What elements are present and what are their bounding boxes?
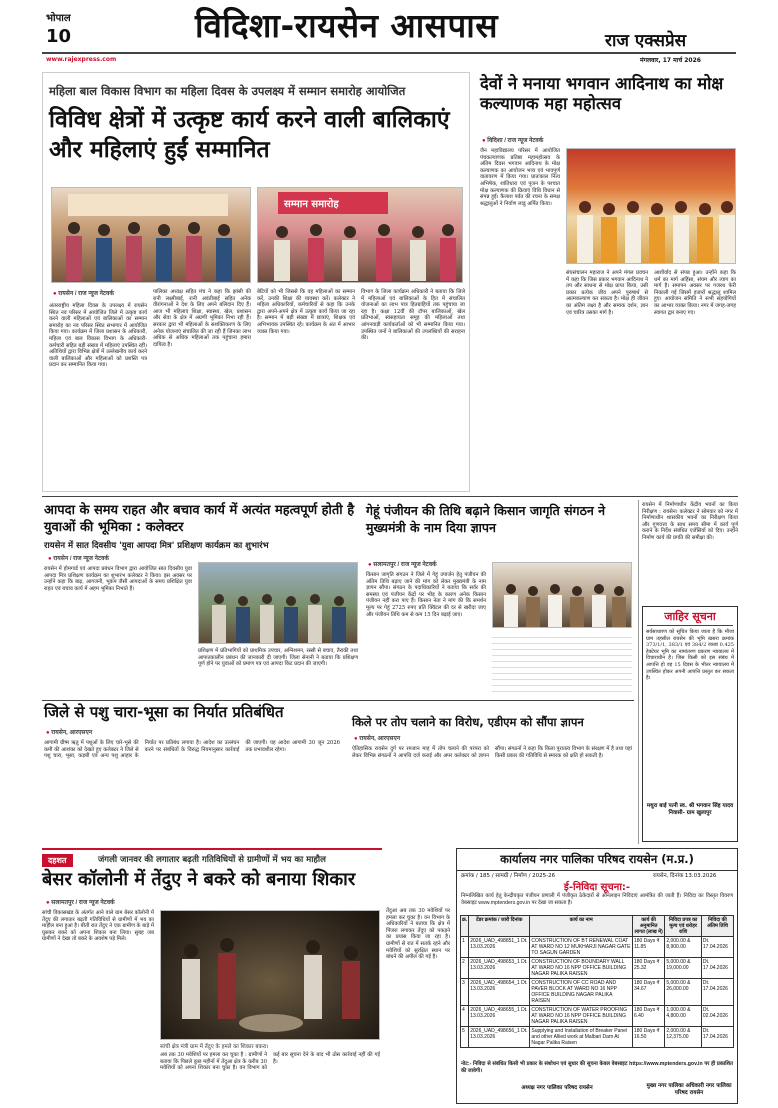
story1-photo-left xyxy=(51,187,251,283)
story7-headline: बेसर कॉलोनी में तेंदुए ने बकरे को बनाया शिकार xyxy=(42,869,356,890)
story1-byline: ● रायसेन / राज न्यूज नेटवर्क xyxy=(53,289,114,297)
tender-col-3: कार्य की अनुमानित लागत (लाख में) xyxy=(632,916,664,937)
table-row xyxy=(461,958,734,979)
tender-subtitle: ई-निविदा सूचना:- xyxy=(563,882,631,893)
notice-body: सर्वसाधारण को सूचित किया जाता है कि मौजा ग्राम तहसील रायसेन की भूमि खसरा क्रमांक 373/1/1, 383/1 एवं 384/2 रकबा 0.425 हेक्टेयर भूमि का नामांतरण प्रकरण न्यायालय में विचाराधीन है। जिस किसी को इस संबंध में आपत्ति हो वह 15 दिवस के भीतर न्यायालय में उपस्थित होकर अपनी आपत्ति प्रस्तुत कर सकता है। xyxy=(646,629,736,682)
tender-cell: 180 Days ₹ 11.85 xyxy=(632,937,664,958)
story4-farmers xyxy=(493,563,633,629)
story3-subhead: रायसेन में सात दिवसीय 'युवा आपदा मित्र' प्रशिक्षण कार्यक्रम का शुभारंभ xyxy=(44,541,269,551)
story1-people-right xyxy=(258,188,464,284)
story7-body-col2: अब तक 30 मवेशियों पर हमला कर चुका है : ग्रामीणों ने बताया कि पिछले कुछ महीनों में तेंदुआ क्षेत्र के करीब 30 मवेशियों को अपना शिकार बना चुका है। वन विभाग को कई बार सूचना देने के बाद भी ठोस कार्रवाई नहीं की गई है। xyxy=(160,1052,382,1072)
story7-kicker-tag: दहशत xyxy=(42,854,73,867)
notice-title-rule xyxy=(647,625,733,626)
tender-sign-right: मुख्य नगर पालिका अधिकारी नगर पालिका परिषद रायसेन xyxy=(646,1083,732,1096)
table-row xyxy=(461,1006,734,1027)
story-fort-cannon xyxy=(350,704,634,844)
story-disaster-youth xyxy=(42,500,360,696)
story2-body-col2: संघसंचालन महाराज ने अपने मंगल प्रवचन में कहा कि जिस प्रकार भगवान आदिनाथ ने तप और साधना से मोक्ष प्राप्त किया, उसी प्रकार प्रत्येक जीव अपने पुरुषार्थ से आत्मकल्याण कर सकता है। मोक्ष ही जीवन का अंतिम लक्ष्य है और सम्यक दर्शन, ज्ञान एवं चारित्र उसका मार्ग है। xyxy=(566,270,650,316)
tender-cell: 5,000.00 & 26,000.00 xyxy=(665,979,702,1006)
table-row xyxy=(461,1027,734,1048)
story6-body: ऐतिहासिक रायसेन दुर्ग पर रमजान माह में तोप चलाने की परंपरा को लेकर विभिन्न संगठनों ने आपत्ति दर्ज कराई और अपर कलेक्टर को ज्ञापन सौंपा। संगठनों ने कहा कि किला पुरातत्व विभाग के संरक्षण में है तथा यहां किसी प्रकार की गतिविधि से स्मारक को क्षति हो सकती है। xyxy=(352,746,634,759)
tender-intro: निम्नलिखित कार्य हेतु केन्द्रीयकृत पंजीयन प्रणाली में पंजीकृत ठेकेदारों से ऑनलाइन निविदाएं आमंत्रित की जाती हैं। निविदा का विस्तृत विवरण वेबसाइट www.mptenders.gov.in पर देखा जा सकता है। xyxy=(461,893,735,906)
story4-body: किसान जागृति संगठन ने जिले में गेहूं उपार्जन हेतु पंजीयन की अंतिम तिथि बढ़ाए जाने की मांग को लेकर मुख्यमंत्री के नाम ज्ञापन सौंपा। संगठन के पदाधिकारियों ने बताया कि सर्वर की समस्या एवं पंजीयन केंद्रों पर भीड़ के कारण अनेक किसान पंजीयन नहीं करा पाए हैं। किसान नेता ने मांग की कि समर्थन मूल्य पर गेहूं 2725 रुपए प्रति क्विंटल की दर से खरीदा जाए और पंजीयन तिथि कम से कम 15 दिन बढ़ाई जाए। xyxy=(366,572,488,618)
tender-cell: Dt. 17.04.2026 xyxy=(701,937,733,958)
tender-col-1: टेंडर क्रमांक / जारी दिनांक xyxy=(469,916,530,937)
story1-body-col3: बेटियों को भी जिससे कि वह महिलाओं का सम्मान करें, उनकी शिक्षा की व्यवस्था करें। कलेक्टर ने महिला अधिकारियों, कर्मचारियों से कहा कि उनके द्वारा अपने-अपने क्षेत्र में उत्कृष्ट कार्य किया जा रहा है। सम्मान में बड़ी संख्या में छात्राएं, शिक्षक एवं अभिभावक उपस्थित रहे। कार्यक्रम के अंत में आभार व्यक्त किया गया। xyxy=(257,289,357,335)
tender-footer: नोट:- निविदा से संबंधित किसी भी प्रकार के संशोधन एवं सुधार की सूचना केवल वेबसाइट https://www.mptenders.gov.in पर ही प्रकाशित की जावेगी। xyxy=(461,1061,735,1074)
tender-cell: 2026_UAD_498654_1 Dt. 13.03.2026 xyxy=(469,979,530,1006)
tender-cell: 1 xyxy=(461,937,469,958)
story7-kicker: जंगली जानवर की लगातार बढ़ती गतिविधियों से ग्रामीणों में भय का माहौल xyxy=(98,855,326,865)
story2-body-col1: जैन महाविद्यालय परिसर में आयोजित पंचकल्याणक प्रतिष्ठा महामहोत्सव के अंतिम दिवस भगवान आदिनाथ के मोक्ष कल्याणक का आयोजन भव्य एवं भावपूर्ण वातावरण में किया गया। प्रातःकाल नित्य अभिषेक, शांतिधारा एवं पूजन के पश्चात मोक्ष कल्याणक की क्रियाएं विधि विधान से संपन्न हुईं। कैलाश पर्वत की रचना के समक्ष श्रद्धालुओं ने निर्वाण लाडू अर्पित किया। xyxy=(480,148,562,207)
story3-body-col2: प्रशिक्षण में प्रतिभागियों को प्राथमिक उपचार, अग्निशमन, रस्सी से बचाव, तैराकी तथा आपातकालीन प्रबंधन की जानकारी दी जाएगी। जिला सेनानी ने बताया कि प्रशिक्षण पूर्ण होने पर युवाओं को प्रमाण पत्र एवं आपदा किट प्रदान की जाएगी। xyxy=(198,648,360,668)
tender-cell: 2026_UAD_498656_1 Dt. 13.03.2026 xyxy=(469,1027,530,1048)
tender-table xyxy=(460,915,734,1048)
tender-table-wrap xyxy=(460,915,734,1059)
story3-body-col1: रायसेन में होमगार्ड एवं आपदा प्रबंधन विभाग द्वारा आयोजित सात दिवसीय युवा आपदा मित्र प्रशिक्षण कार्यक्रम का शुभारंभ कलेक्टर ने किया। इस अवसर पर उन्होंने कहा कि बाढ़, आगजनी, भूकंप जैसी आपदाओं के समय प्रशिक्षित युवा राहत एवं बचाव कार्य में अहम भूमिका निभाते हैं। xyxy=(44,566,194,592)
story4-photo xyxy=(492,562,632,628)
tender-cell: 1,000.00 & 4,800.00 xyxy=(665,1006,702,1027)
tender-cell: 180 Days ₹ 34.67 xyxy=(632,979,664,1006)
divider-1 xyxy=(42,496,738,497)
tender-cell: CONSTRUCTION OF WATER PROOFING AT WARD NO 16 NPP OFFICE BUILDING NAGAR PALIKA RAISEN xyxy=(530,1006,633,1027)
story7-villagers xyxy=(161,911,381,1041)
notice-signature: मथुरा बाई पत्नी स्व. श्री भगवान सिंह यादव निवासी- ग्राम खुलापुर xyxy=(646,803,734,816)
tender-cell: Dt. 17.04.2026 xyxy=(701,979,733,1006)
public-notice xyxy=(642,606,738,842)
tender-ref: क्रमांक / 185 / सामग्री / निर्माण / 2025-26 xyxy=(461,873,556,879)
story-adinath xyxy=(476,72,738,492)
photo-banner-text: सम्मान समारोह xyxy=(284,199,339,210)
story3-trainees xyxy=(199,563,359,645)
story-leopard xyxy=(42,848,382,1104)
tender-cell: Dt. 02.04.2026 xyxy=(701,1006,733,1027)
story7-byline: ● सलामतपुर / राज न्यूज नेटवर्क xyxy=(46,898,115,906)
story7-body-col3: तेंदुआ अब तक 30 मवेशियों पर हमला कर चुका है। वन विभाग के अधिकारियों ने बताया कि क्षेत्र में पिंजरा लगाकर तेंदुए को पकड़ने का प्रयास किया जा रहा है। ग्रामीणों से रात में सतर्क रहने और मवेशियों को सुरक्षित स्थान पर बांधने की अपील की गई है। xyxy=(386,908,452,961)
sidebar-rule xyxy=(638,500,639,844)
story3-photo xyxy=(198,562,358,644)
city-label: भोपाल xyxy=(46,13,71,24)
tender-cell: 2 xyxy=(461,958,469,979)
tender-header-row xyxy=(461,916,734,937)
tender-cell: 5,000.00 & 19,000.00 xyxy=(665,958,702,979)
story1-body-col2: पालिका अध्यक्ष सहित मंच ने कहा कि झांसी की रानी लक्ष्मीबाई, रानी अवंतीबाई सहित अनेक वीरांगनाओं ने देश के लिए अपने बलिदान दिए हैं। आज भी महिलाएं शिक्षा, स्वास्थ्य, खेल, प्रशासन और सेवा के क्षेत्र में अग्रणी भूमिका निभा रही हैं। सरकार द्वारा भी महिलाओं के सशक्तिकरण के लिए अनेक योजनाएं संचालित की जा रही हैं जिनका लाभ अधिक से अधिक महिलाओं तक पहुंचाना हमारा दायित्व है। xyxy=(153,289,253,348)
divider-2 xyxy=(42,700,634,701)
story1-photo-right xyxy=(257,187,463,283)
tender-header: कार्यालय नगर पालिका परिषद रायसेन (म.प्र.) xyxy=(457,849,737,871)
story3-headline: आपदा के समय राहत और बचाव कार्य में अत्यंत महत्वपूर्ण होती है युवाओं की भूमिका : कलेक्टर xyxy=(44,503,355,535)
tender-date: रायसेन, दिनांक 13.03.2026 xyxy=(653,873,717,879)
story2-photo xyxy=(566,148,736,264)
tender-col-5: निविदा की अंतिम तिथि xyxy=(701,916,733,937)
story-fodder-ban xyxy=(42,704,342,844)
tender-cell: 180 Days ₹ 16.50 xyxy=(632,1027,664,1048)
tender-cell: 4 xyxy=(461,1006,469,1027)
story2-byline: ● विदिशा / राज न्यूज नेटवर्क xyxy=(482,136,543,144)
tender-cell: 2026_UAD_498655_1 Dt. 13.03.2026 xyxy=(469,1006,530,1027)
table-row xyxy=(461,979,734,1006)
tender-cell: 2,000.00 & 12,375.00 xyxy=(665,1027,702,1048)
story5-byline: ● रायसेन, आरएसएन xyxy=(46,728,92,736)
tender-cell: 5 xyxy=(461,1027,469,1048)
story5-headline: जिले से पशु चारा-भूसा का निर्यात प्रतिबंधित xyxy=(44,703,284,721)
story-wheat-registration xyxy=(364,500,634,696)
tender-cell: 180 Days ₹ 25.32 xyxy=(632,958,664,979)
page-number: 10 xyxy=(46,26,72,47)
story1-people-left xyxy=(52,188,252,284)
tender-cell: Supplying and Installation of Breaker Panel and other Allied work at Malbari Dam At Nagar Palika Raisen xyxy=(530,1027,633,1048)
story2-body-col3: आशीर्वाद से संपन्न हुआ। उन्होंने कहा कि धर्म का मार्ग अहिंसा, संयम और त्याग का मार्ग है। समापन अवसर पर गजरथ फेरी निकाली गई जिसमें हजारों श्रद्धालु शामिल हुए। आयोजन समिति ने सभी सहयोगियों का आभार व्यक्त किया। नगर में जगह-जगह स्वागत द्वार बनाए गए। xyxy=(654,270,738,316)
story7-photo-caption: सांची क्षेत्र मंत्री ग्राम में तेंदुए के हमले का शिकार बकरा। xyxy=(160,1044,269,1050)
tender-cell: 2026_UAD_498653_1 Dt. 13.03.2026 xyxy=(469,958,530,979)
story6-headline: किले पर तोप चलाने का विरोध, एडीएम को सौंपा ज्ञापन xyxy=(352,715,584,729)
tender-rows xyxy=(461,937,734,1048)
tender-cell: CONSTRUCTION OF CC ROAD AND PAVER BLOCK AT WARD NO 16 NPP OFFICE BUILDING NAGAR PALIKA RAISEN xyxy=(530,979,633,1006)
story4-byline: ● सलामतपुर / राज न्यूज नेटवर्क xyxy=(368,560,437,568)
story-women-honour xyxy=(42,72,470,492)
tender-cell: 2,000.00 & 8,900.00 xyxy=(665,937,702,958)
section-title: विदिशा-रायसेन आसपास xyxy=(195,6,499,45)
tender-notice xyxy=(456,848,738,1104)
story2-headline: देवों ने मनाया भगवान आदिनाथ का मोक्ष कल्याणक महा महोत्सव xyxy=(480,74,724,113)
story1-body-col4: विभाग के जिला कार्यक्रम अधिकारी ने बताया कि जिले में महिलाओं एवं बालिकाओं के हित में संचालित योजनाओं का लाभ पात्र हितग्राहियों तक पहुंचाया जा रहा है। कक्षा 12वीं की टॉपर बालिकाओं, खेल प्रतिभाओं, स्वसहायता समूह की महिलाओं तथा आंगनवाड़ी कार्यकर्ताओं को भी सम्मानित किया गया। उपस्थित जनों ने बालिकाओं की उपलब्धियों की सराहना की। xyxy=(361,289,467,342)
story4-body-cont xyxy=(492,632,632,694)
paper-name: राज एक्सप्रेस xyxy=(605,31,687,51)
tender-cell: 3 xyxy=(461,979,469,1006)
sidebar-story-body: रायसेन में निर्माणाधीन केंद्रीय भवनों का किया निरीक्षण : रायसेन। कलेक्टर ने सोमवार को नगर में निर्माणाधीन शासकीय भवनों का निरीक्षण किया और गुणवत्ता के साथ समय सीमा में कार्य पूर्ण कराने के निर्देश संबंधित एजेंसियों को दिए। उन्होंने निर्माण कार्य की प्रगति की समीक्षा की। xyxy=(642,502,740,541)
story2-devotees xyxy=(567,149,737,265)
sidebar xyxy=(642,500,738,844)
table-row xyxy=(461,937,734,958)
tender-cell: CONSTRUCTION OF BT RENEWAL COAT AT WARD NO 12 MUKHARJI NAGAR GATE TO SAGUN GARDEN xyxy=(530,937,633,958)
story1-kicker: महिला बाल विकास विभाग का महिला दिवस के उपलक्ष्य में सम्मान समारोह आयोजित xyxy=(49,84,406,98)
tender-col-2: कार्य का नाम xyxy=(530,916,633,937)
tender-col-0: क्र. xyxy=(461,916,469,937)
tender-col-4: निविदा प्रपत्र का मूल्य एवं धरोहर राशि xyxy=(665,916,702,937)
story4-headline: गेहूं पंजीयन की तिथि बढ़ाने किसान जागृति संगठन ने मुख्यमंत्री के नाम दिया ज्ञापन xyxy=(366,503,606,535)
masthead-rule xyxy=(42,52,736,54)
story3-byline: ● रायसेन / राज न्यूज नेटवर्क xyxy=(48,554,109,562)
story5-body: आगामी ग्रीष्म ऋतु में पशुओं के लिए चारे-भूसे की कमी की आशंका को देखते हुए कलेक्टर ने जिले से पशु चारा, भूसा, कड़बी एवं अन्य पशु आहार के निर्यात पर प्रतिबंध लगाया है। आदेश का उल्लंघन करने पर संबंधितों के विरुद्ध नियमानुसार कार्रवाई की जाएगी। यह आदेश आगामी 30 जून 2026 तक प्रभावशील रहेगा। xyxy=(44,740,342,760)
story7-body-col1: सांची विकासखंड के अंतर्गत आने वाले ग्राम बेसर कॉलोनी में तेंदुए की लगातार बढ़ती गतिविधियों से ग्रामीणों में भय का माहौल बना हुआ है। बीती रात तेंदुए ने एक ग्रामीण के बाड़े में घुसकर बकरे को अपना शिकार बना लिया। सुबह जब ग्रामीणों ने देखा तो बकरे के अवशेष पड़े मिले। xyxy=(42,910,156,943)
website[interactable]: www.rajexpress.com xyxy=(46,56,117,63)
tender-sign-left: अध्यक्ष नगर पालिका परिषद रायसेन xyxy=(521,1085,593,1091)
tender-cell: Dt. 17.04.2026 xyxy=(701,958,733,979)
story1-body-col1: अंतरराष्ट्रीय महिला दिवस के उपलक्ष्य में रायसेन स्थित नव परिसर में आयोजित जिले में उत्कृष्ट कार्य करने वाली महिलाओं एवं बालिकाओं का सम्मान समारोह का नव परिसर स्थित सभागार में आयोजित किया गया। कार्यक्रम में जिला प्रशासन के अधिकारी, महिला एवं बाल विकास विभाग के अधिकारी-कर्मचारी सहित बड़ी संख्या में महिलाएं उपस्थित रहीं। अतिथियों द्वारा विभिन्न क्षेत्रों में उल्लेखनीय कार्य करने वाली बालिकाओं और महिलाओं को प्रशस्ति पत्र प्रदान कर सम्मानित किया गया। xyxy=(49,303,149,369)
masthead xyxy=(0,0,778,68)
story1-headline: विविध क्षेत्रों में उत्कृष्ट कार्य करने वाली बालिकाएं और महिलाएं हुईं सम्मानित xyxy=(49,107,450,163)
story7-photo xyxy=(160,910,380,1040)
notice-title: जाहिर सूचना xyxy=(664,610,716,623)
issue-date: मंगलवार, 17 मार्च 2026 xyxy=(640,57,701,64)
story6-byline: ● रायसेन, आरएसएन xyxy=(354,734,400,742)
tender-cell: Dt. 17.04.2026 xyxy=(701,1027,733,1048)
tender-cell: 180 Days ₹ 6.40 xyxy=(632,1006,664,1027)
tender-cell: CONSTRUCTION OF BOUNDARY WALL AT WARD NO 16 NPP OFFICE BUILDING NAGAR PALIKA RAISEN xyxy=(530,958,633,979)
tender-cell: 2026_UAD_498851_1 Dt. 13.03.2026 xyxy=(469,937,530,958)
